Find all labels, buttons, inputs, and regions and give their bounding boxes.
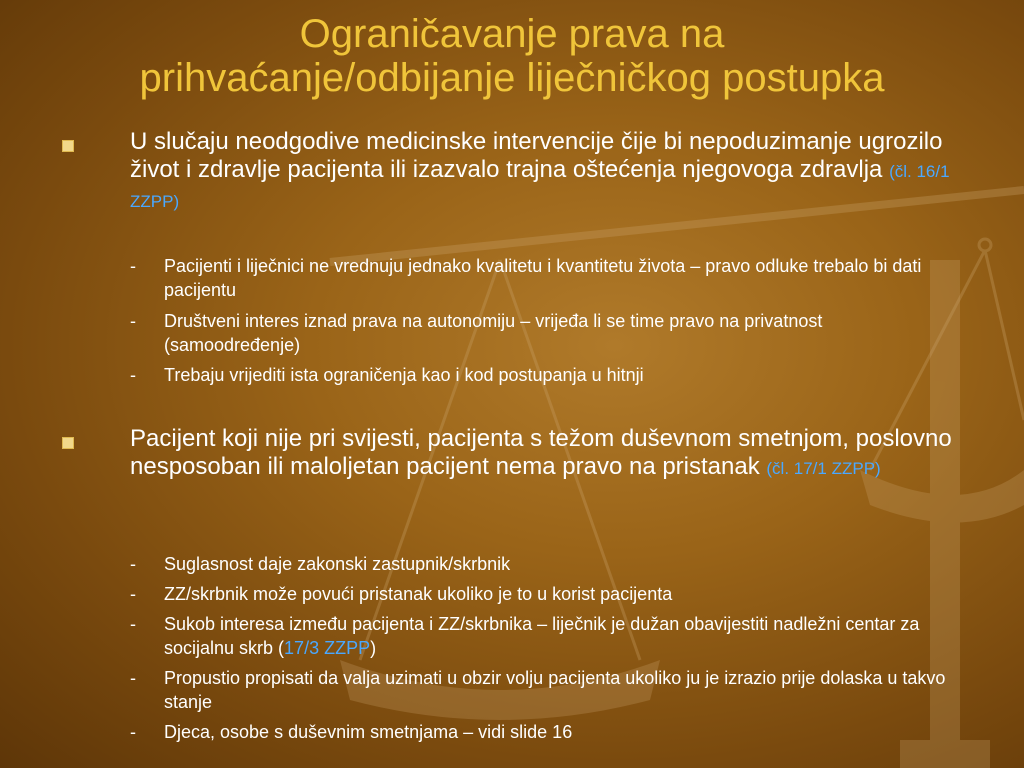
dash-marker: - <box>130 311 136 331</box>
dash-marker: - <box>130 614 136 634</box>
sub-item-text: Trebaju vrijediti ista ograničenja kao i kod postupanja u hitnji <box>164 365 644 385</box>
sub-item <box>130 612 950 660</box>
main-point-2 <box>130 425 970 483</box>
sub-item-text: Djeca, osobe s duševnim smetnjama – vidi slide 16 <box>164 722 573 742</box>
slide-title-line-1: Ograničavanje prava na <box>299 12 725 56</box>
main-point-2-text: Pacijent koji nije pri svijesti, pacijenta s težom duševnom smetnjom, poslovno nesposoban ili maloljetan pacijent nema pravo na pristanak <box>130 425 952 480</box>
dash-marker: - <box>130 584 136 604</box>
sub-item <box>130 666 950 714</box>
bullet-icon <box>62 140 74 152</box>
sub-item <box>130 254 950 302</box>
sub-item-text: Suglasnost daje zakonski zastupnik/skrbnik <box>164 554 511 574</box>
sub-item <box>130 309 950 357</box>
dash-marker: - <box>130 668 136 688</box>
dash-marker: - <box>130 722 136 742</box>
bullet-icon <box>62 437 74 449</box>
sub-item-text: ZZ/skrbnik može povući pristanak ukoliko je to u korist pacijenta <box>164 584 673 604</box>
dash-marker: - <box>130 554 136 574</box>
main-point-1-reference: (čl. 16/1 ZZPP) <box>130 162 950 211</box>
main-point-1-text: U slučaju neodgodive medicinske intervencije čije bi nepoduzimanje ugrozilo život i zdravlje pacijenta ili izazvalo trajna oštećenja njegovoga zdravlja <box>130 128 943 183</box>
sub-item <box>130 582 950 606</box>
sub-item-text <box>164 612 954 660</box>
main-point-2-reference: (čl. 17/1 ZZPP) <box>766 459 881 478</box>
dash-marker: - <box>130 256 136 276</box>
sub-item-conflict-reference: 17/3 ZZPP <box>284 638 371 658</box>
sub-item <box>130 552 950 576</box>
sub-item-conflict-close: ) <box>370 638 377 658</box>
sub-item <box>130 363 950 387</box>
dash-marker: - <box>130 365 136 385</box>
sub-item <box>130 720 950 744</box>
sub-item-text: Propustio propisati da valja uzimati u obzir volju pacijenta ukoliko ju je izrazio prije dolaska u takvo stanje <box>164 668 946 712</box>
sub-item-conflict-text: Sukob interesa između pacijenta i ZZ/skrbnika – liječnik je dužan obavijestiti nadležni centar za socijalnu skrb ( <box>164 614 920 658</box>
main-point-1 <box>130 128 970 216</box>
slide-title-line-2: prihvaćanje/odbijanje liječničkog postupka <box>139 56 885 100</box>
sub-item-text: Pacijenti i liječnici ne vrednuju jednako kvalitetu i kvantitetu života – pravo odluke trebalo bi dati pacijentu <box>164 256 922 300</box>
sub-item-text: Društveni interes iznad prava na autonomiju – vrijeđa li se time pravo na privatnost (samoodređenje) <box>164 311 823 355</box>
